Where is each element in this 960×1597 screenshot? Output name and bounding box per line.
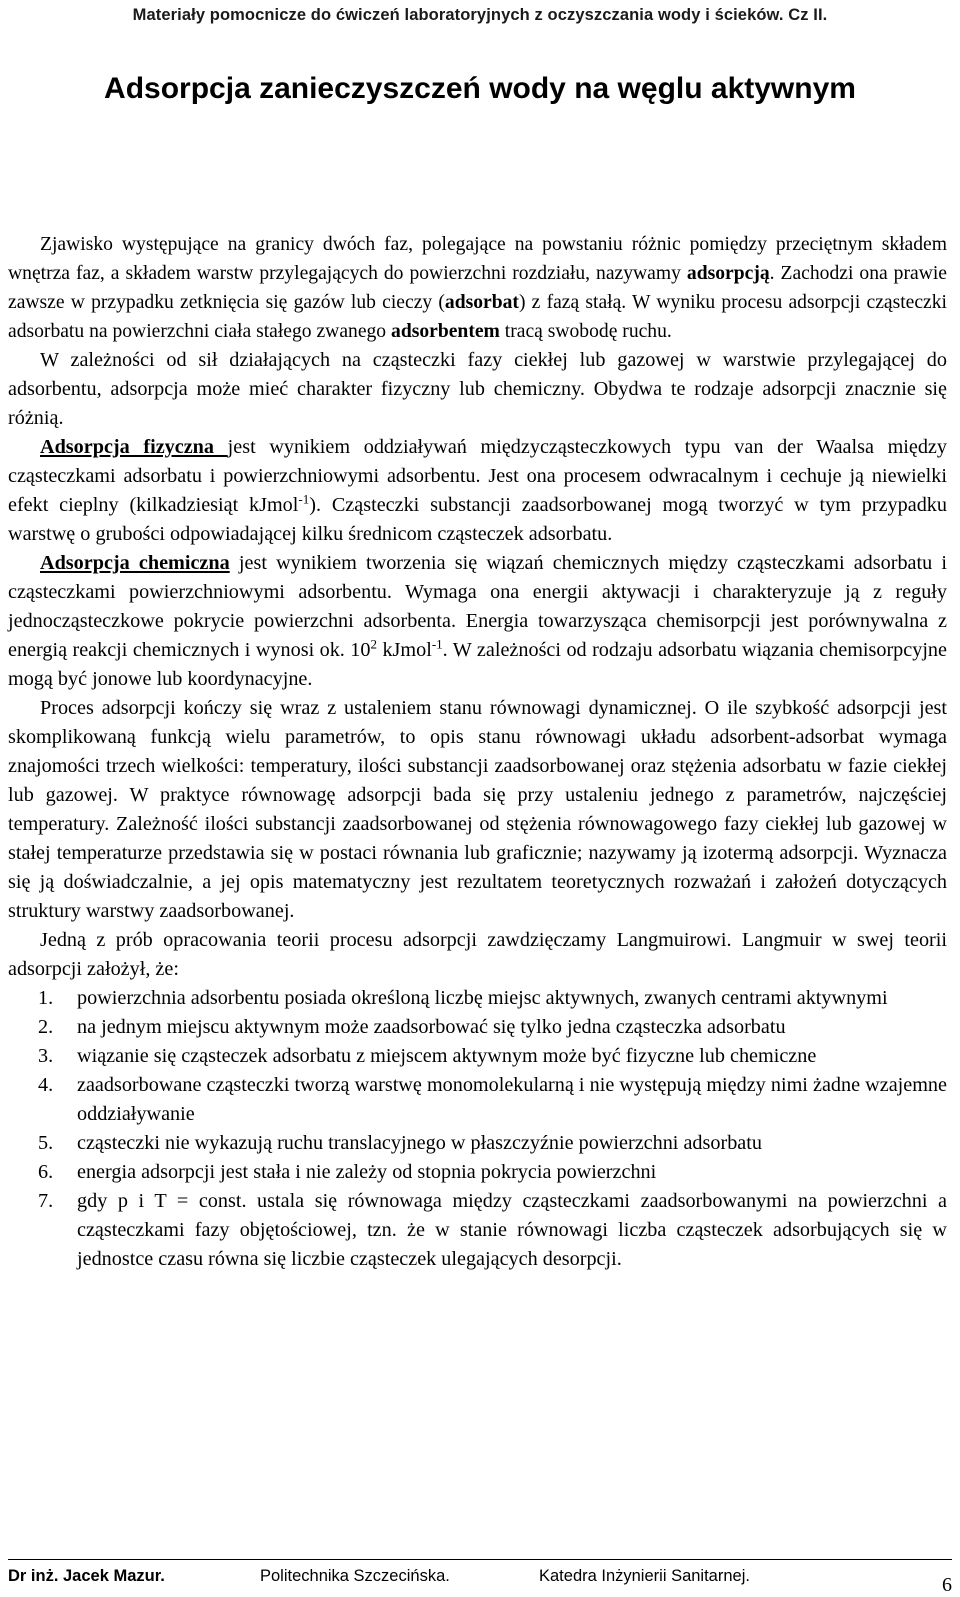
list-item	[8, 1071, 947, 1129]
list-item-text: na jednym miejscu aktywnym może zaadsorbować się tylko jedna cząsteczka adsorbatu	[77, 1016, 786, 1038]
list-item-number: 7.	[38, 1190, 54, 1212]
list-item-text: gdy p i T = const. ustala się równowaga między cząsteczkami zaadsorbowanymi na powierzchni a cząsteczkami fazy objętościowej, tzn. że w stanie równowagi liczba cząsteczek adsorbujących się w jednostce czasu równa się liczbie cząsteczek ulegających desorpcji.	[77, 1190, 947, 1270]
term-adsorbent: adsorbentem	[391, 321, 500, 342]
list-item-text: cząsteczki nie wykazują ruchu translacyjnego w płaszczyźnie powierzchni adsorbatu	[77, 1132, 762, 1154]
p4-text-b: jest wynikiem tworzenia się wiązań chemicznych między cząsteczkami adsorbatu i cząsteczkami powierzchniowymi adsorbentu. Wymaga ona energii aktywacji i charakteryzuje ją z reguły jednocząsteczkowe pokrycie powierzchni adsorbenta. Energia towarzysząca chemisorpcji jest porównywalna z energią reakcji chemicznych i wynosi ok. 10	[8, 552, 947, 661]
document-body	[8, 230, 947, 1274]
term-adsorbat: adsorbat	[444, 292, 519, 313]
p1-text-a: Zjawisko występujące na granicy dwóch faz, polegające na powstaniu różnic pomiędzy przeciętnym składem wnętrza faz, a składem warstw przylegających do powierzchni rozdziału, nazywamy	[8, 234, 947, 284]
list-item	[8, 984, 947, 1013]
list-item	[8, 1013, 947, 1042]
p4-superscript-1: 2	[370, 636, 377, 652]
list-item-number: 1.	[38, 987, 54, 1009]
list-item-number: 2.	[38, 1016, 54, 1038]
paragraph-types: W zależności od sił działających na cząsteczki fazy ciekłej lub gazowej w warstwie przylegającej do adsorbentu, adsorpcja może mieć charakter fizyczny lub chemiczny. Obydwa te rodzaje adsorpcji znacznie się różnią.	[8, 349, 947, 429]
running-header: Materiały pomocnicze do ćwiczeń laboratoryjnych z oczyszczania wody i ścieków. Cz II.	[132, 6, 828, 24]
paragraph-equilibrium: Proces adsorpcji kończy się wraz z ustaleniem stanu równowagi dynamicznej. O ile szybkość adsorpcji jest skomplikowaną funkcją wielu parametrów, to opis stanu równowagi układu adsorbent-adsorbat wymaga znajomości trzech wielkości: temperatury, ilości substancji zaadsorbowanej oraz stężenia adsorbatu w fazie ciekłej lub gazowej. W praktyce równowagę adsorpcji bada się przy ustaleniu jednego z parametrów, najczęściej temperatury. Zależność ilości substancji zaadsorbowanej od stężenia równowagowego fazy ciekłej lub gazowej w stałej temperaturze przedstawia się w postaci równania lub graficznie; nazywamy ją izotermą adsorpcji. Wyznacza się ją doświadczalnie, a jej opis matematyczny jest rezultatem teoretycznych rozważań i założeń dotyczących struktury warstwy zaadsorbowanej.	[8, 697, 947, 922]
list-item-number: 6.	[38, 1161, 54, 1183]
list-item	[8, 1187, 947, 1274]
list-item-text: zaadsorbowane cząsteczki tworzą warstwę monomolekularną i nie występują między nimi żadne wzajemne oddziaływanie	[77, 1074, 947, 1125]
p3-text-b: jest wynikiem oddziaływań międzycząsteczkowych typu van der Waalsa między cząsteczkami adsorbatu i powierzchniowymi adsorbentu. Jest ona procesem odwracalnym i cechuje ją niewielki efekt cieplny (kilkadziesiąt kJmol	[8, 436, 947, 516]
list-item-text: energia adsorpcji jest stała i nie zależy od stopnia pokrycia powierzchni	[77, 1161, 657, 1183]
paragraph-definition	[8, 230, 947, 346]
term-physical-adsorption: Adsorpcja fizyczna	[40, 436, 228, 458]
list-item	[8, 1042, 947, 1071]
paragraph-langmuir: Jedną z prób opracowania teorii procesu adsorpcji zawdzięczamy Langmuirowi. Langmuir w swej teorii adsorpcji założył, że:	[8, 929, 947, 980]
p1-text-g: tracą swobodę ruchu.	[499, 321, 672, 342]
list-item-text: powierzchnia adsorbentu posiada określoną liczbę miejsc aktywnych, zwanych centrami aktywnymi	[77, 987, 888, 1009]
list-item	[8, 1129, 947, 1158]
footer-university: Politechnika Szczecińska.	[260, 1567, 450, 1585]
page-title: Adsorpcja zanieczyszczeń wody na węglu aktywnym	[104, 72, 856, 105]
p4-text-d: . W zależności od rodzaju adsorbatu wiązania chemisorpcyjne mogą być jonowe lub koordynacyjne.	[8, 639, 947, 690]
p3-text-c: ). Cząsteczki substancji zaadsorbowanej mogą tworzyć w tym przypadku warstwę o grubości odpowiadającej kilku średnicom cząsteczek adsorbatu.	[8, 494, 947, 545]
p1-text-e: ) z fazą stałą. W wyniku procesu adsorpcji cząsteczki adsorbatu na powierzchni ciała stałego zwanego	[8, 292, 947, 342]
term-chemical-adsorption: Adsorpcja chemiczna	[40, 552, 230, 574]
list-item-number: 5.	[38, 1132, 54, 1154]
footer-author: Dr inż. Jacek Mazur.	[8, 1567, 165, 1585]
list-item-number: 4.	[38, 1074, 54, 1096]
page-footer	[8, 1559, 952, 1596]
p1-text-c: . Zachodzi ona prawie zawsze w przypadku zetknięcia się gazów lub cieczy (	[8, 263, 947, 313]
list-item	[8, 1158, 947, 1187]
page-number: 6	[942, 1574, 952, 1596]
list-item-text: wiązanie się cząsteczek adsorbatu z miejscem aktywnym może być fizyczne lub chemiczne	[77, 1045, 817, 1067]
p4-superscript-2: -1	[431, 636, 443, 652]
p3-superscript: -1	[298, 491, 310, 507]
p4-text-c: kJmol	[377, 639, 432, 661]
list-item-number: 3.	[38, 1045, 54, 1067]
langmuir-assumptions-list	[8, 984, 947, 1274]
paragraph-physical-adsorption	[8, 433, 947, 549]
footer-department: Katedra Inżynierii Sanitarnej.	[539, 1567, 750, 1585]
paragraph-chemical-adsorption	[8, 549, 947, 694]
term-adsorpcja: adsorpcją	[686, 263, 770, 284]
